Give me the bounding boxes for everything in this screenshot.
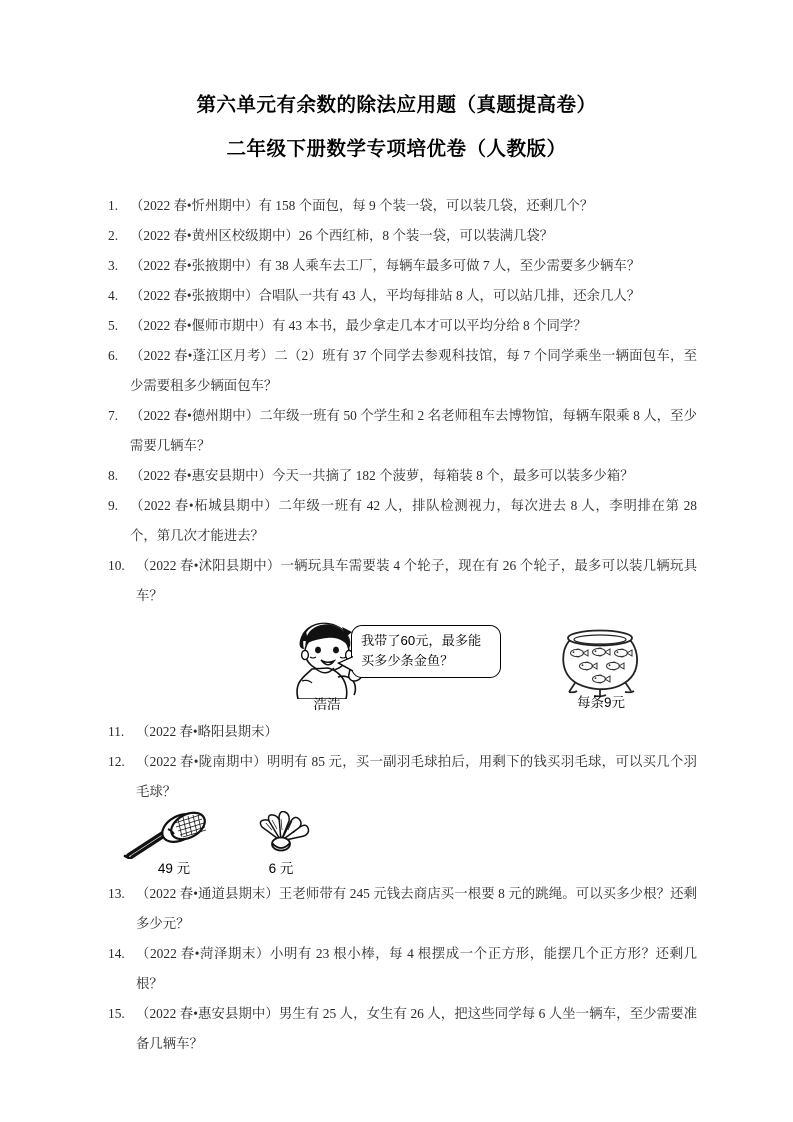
fishbowl-icon: [553, 621, 649, 697]
question-number: 11.: [108, 724, 125, 739]
question-text: （2022 春•柘城县期中）二年级一班有 42 人，排队检测视力，每次进去 8 人，李明排在第 28 个，第几次才能进去？: [130, 498, 697, 543]
page-title: 第六单元有余数的除法应用题（真题提高卷）: [196, 94, 597, 116]
question-text: （2022 春•德州期中）二年级一班有 50 个学生和 2 名老师租车去博物馆，每辆车限乘 8 人，至少需要几辆车？: [130, 408, 697, 453]
question-text: （2022 春•菏泽期末）小明有 23 根小棒，每 4 根摆成一个正方形，能摆几个正方形？还剩几根？: [136, 946, 697, 991]
question-number: 4.: [108, 288, 119, 303]
question-text: （2022 春•张掖期中）有 38 人乘车去工厂，每辆车最多可做 7 人，至少需要多少辆车？: [130, 258, 641, 273]
shuttlecock-item: [248, 811, 314, 877]
question-item-9: [108, 491, 697, 551]
question-number: 14.: [108, 946, 125, 961]
question-item-7: [108, 401, 697, 461]
question-text: （2022 春•略阳县期末）: [136, 724, 278, 739]
question-text: （2022 春•忻州期中）有 158 个面包，每 9 个装一袋，可以装几袋，还剩几个？: [130, 198, 594, 213]
badminton-illustration: [108, 811, 697, 879]
question-number: 5.: [108, 318, 119, 333]
question-item-11: [108, 717, 697, 747]
question-item-2: [108, 221, 697, 251]
question-item-8: [108, 461, 697, 491]
question-list: [0, 191, 793, 1059]
question-number: 9.: [108, 498, 119, 513]
question-item-15: [108, 999, 697, 1059]
question-item-1: [108, 191, 697, 221]
boy-name-label: 浩浩: [313, 697, 341, 712]
question-text: （2022 春•惠安县期中）男生有 25 人，女生有 26 人，把这些同学每 6 人坐一辆车，至少需要准备几辆车？: [136, 1006, 697, 1051]
question-text: （2022 春•陇南期中）明明有 85 元，买一副羽毛球拍后，用剩下的钱买羽毛球，可以买几个羽毛球？: [136, 754, 697, 799]
question-item-5: [108, 311, 697, 341]
page-subtitle: 二年级下册数学专项培优卷（人教版）: [226, 137, 567, 160]
question-text: （2022 春•通道县期末）王老师带有 245 元钱去商店买一根要 8 元的跳绳。可以买多少根？还剩多少元？: [136, 886, 697, 931]
question-item-3: [108, 251, 697, 281]
racket-item: [122, 811, 226, 877]
speech-line-2: 买多少条金鱼？: [361, 653, 454, 668]
question-text: （2022 春•张掖期中）合唱队一共有 43 人，平均每排站 8 人，可以站几排，还余几人？: [130, 288, 641, 303]
fishbowl-wrap: [553, 621, 649, 710]
shuttlecock-icon: [248, 811, 314, 859]
speech-line-1: 我带了60元，最多能: [361, 633, 482, 648]
question-item-13: [108, 879, 697, 939]
question-item-12: [108, 747, 697, 807]
speech-bubble: [351, 625, 501, 678]
question-item-6: [108, 341, 697, 401]
question-number: 6.: [108, 348, 119, 363]
question-item-14: [108, 939, 697, 999]
goldfish-illustration: [108, 619, 697, 717]
question-item-10: [108, 551, 697, 611]
question-text: （2022 春•惠安县期中）今天一共摘了 182 个菠萝，每箱装 8 个，最多可以装多少箱？: [130, 468, 634, 483]
racket-price-label: 49 元: [157, 861, 191, 876]
question-number: 10.: [108, 558, 125, 573]
question-item-4: [108, 281, 697, 311]
question-number: 15.: [108, 1006, 125, 1021]
question-number: 1.: [108, 198, 119, 213]
question-number: 8.: [108, 468, 119, 483]
question-number: 2.: [108, 228, 119, 243]
question-text: （2022 春•沭阳县期中）一辆玩具车需要装 4 个轮子，现在有 26 个轮子，最多可以装几辆玩具车？: [136, 558, 697, 603]
shuttlecock-price-label: 6 元: [268, 861, 294, 876]
fish-price-label: 每条9元: [576, 695, 625, 710]
badminton-racket-icon: [122, 811, 226, 859]
question-text: （2022 春•黄州区校级期中）26 个西红柿，8 个装一袋，可以装满几袋？: [130, 228, 554, 243]
question-number: 7.: [108, 408, 119, 423]
title-block: [0, 96, 793, 159]
speech-bubble-tail-inner: [340, 656, 356, 672]
question-text: （2022 春•偃师市期中）有 43 本书，最少拿走几本才可以平均分给 8 个同学？: [130, 318, 587, 333]
question-number: 3.: [108, 258, 119, 273]
question-number: 12.: [108, 754, 125, 769]
question-text: （2022 春•蓬江区月考）二（2）班有 37 个同学去参观科技馆，每 7 个同学乘坐一辆面包车，至少需要租多少辆面包车？: [130, 348, 697, 393]
question-number: 13.: [108, 886, 125, 901]
